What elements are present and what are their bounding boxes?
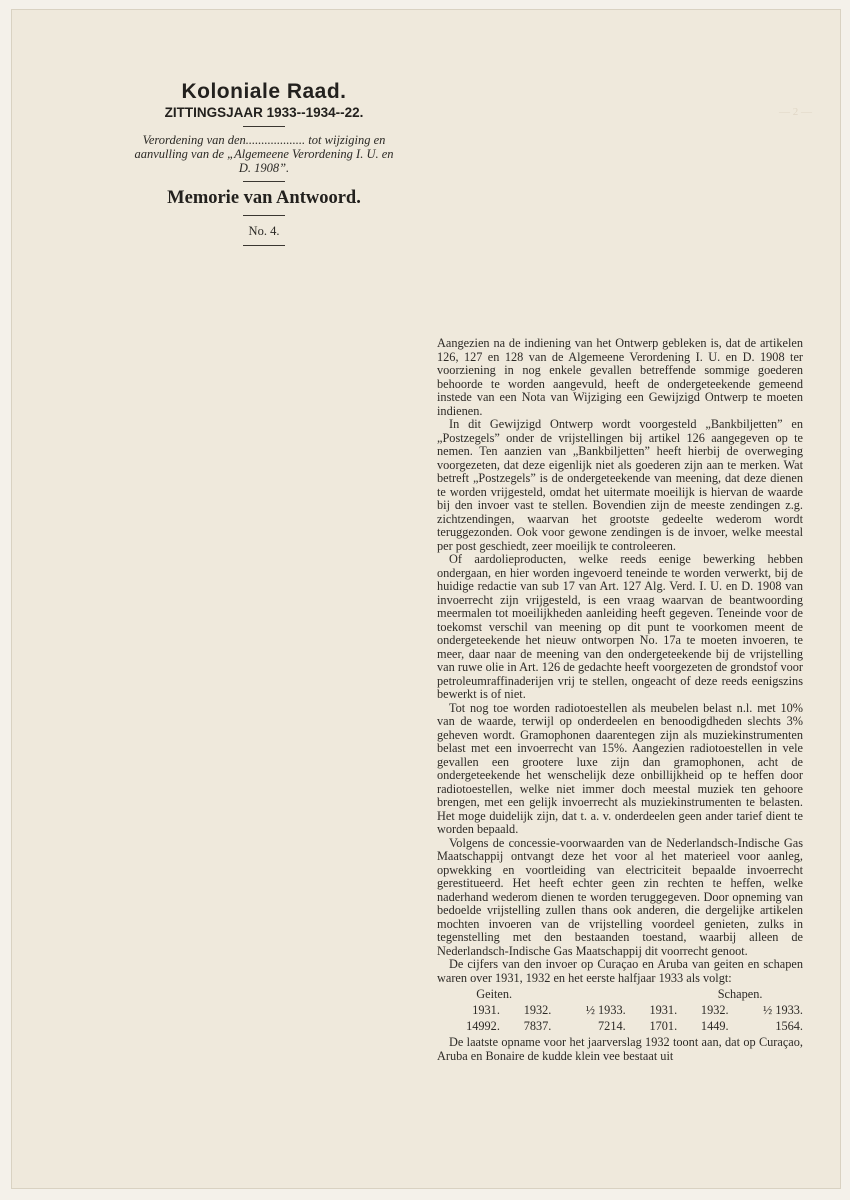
document-number: No. 4. [248,224,280,238]
year-cell: 1931. [472,1003,500,1017]
value-cell: 7837. [523,1019,552,1033]
year-cell: ½ 1933. [585,1003,626,1017]
header-divider [243,126,285,127]
header-divider [243,215,285,216]
body-text [437,337,803,1063]
document-type: Memorie van Antwoord. [167,188,361,208]
table-row [437,1002,803,1018]
session-year: ZITTINGSJAAR 1933--1934--22. [164,105,364,120]
livestock-import-table [437,986,803,1034]
paragraph: Aangezien na de indiening van het Ontwerp gebleken is, dat de artikelen 126, 127 en 128 van de Algemeene Verordening I. U. en D. 1908 ter voorziening in nog enkele gevallen betreffende sommige goederen behoorde te worden aangevuld, heeft de ondergeteekende gemeend instede van een Nota van Wijziging een Gewijzigd Ontwerp te moeten indienen. [437,336,803,418]
ghost-page-number: — 2 — [779,106,812,118]
paragraph: Tot nog toe worden radiotoestellen als meubelen belast n.l. met 10% van de waarde, terwijl op onderdeelen en benoodigdheden slechts 3% geheven wordt. Gramophonen daarentegen zijn als muziekinstrumenten belast met een invoerrecht van 15%. Aangezien radiotoestellen in vele gevallen een grootere luxe zijn dan gramophonen, acht de ondergeteekende het wenschelijk deze onbillijkheid op te heffen door radiotoestellen, welke niet immer doch meestal muziek ten gehoore brengen, met een gelijk invoerrecht als muziekinstrumenten te belasten. Het moge duidelijk zijn, dat t. a. v. onderdeelen geen ander tarief dient te worden bepaald. [437,700,803,836]
paragraph: De laatste opname voor het jaarverslag 1932 toont aan, dat op Curaçao, Aruba en Bonaire de kudde klein vee bestaat uit [437,1035,803,1063]
paragraph: In dit Gewijzigd Ontwerp wordt voorgesteld „Bankbiljetten” en „Postzegels” onder de vrijstellingen bij artikel 126 aangegeven op te nemen. Ten aanzien van „Bankbiljetten” heeft hierbij de overweging voorgezeten, dat deze eigenlijk niet als goederen zijn aan te merken. Wat betreft „Postzegels” is de ondergeteekende van meening, dat deze dienen te worden vrijgesteld, omdat het uitermate moeilijk is hiervan de waarde bij den invoer vast te stellen. Bovendien zijn de meeste zendingen z.g. zichtzendingen, waarvan het grootste gedeelte wederom wordt teruggezonden. Ook voor gewone zendingen is de invoer, welke meestal per post geschiedt, zeer moeilijk te controleeren. [437,417,803,553]
year-cell: 1932. [700,1003,729,1017]
year-cell: 1932. [523,1003,552,1017]
paragraph: De cijfers van den invoer op Curaçao en Aruba van geiten en schapen waren over 1931, 1932 en het eerste halfjaar 1933 als volgt: [437,957,803,985]
header-divider [243,245,285,246]
bleed-through-text [572,105,812,120]
ordinance-title: Verordening van den................... tot wijziging en aanvulling van de „Algemeene Verordening I. U. en D. 1908”. [134,133,394,175]
value-cell: 7214. [598,1019,626,1033]
group-label-schapen: Schapen. [717,987,763,1001]
header-divider [243,181,285,182]
value-cell: 1564. [775,1019,803,1033]
paragraph: Of aardolieproducten, welke reeds eenige bewerking hebben ondergaan, en hier worden ingevoerd teneinde te worden verwerkt, bij de huidige redactie van sub 17 van Art. 127 Alg. Verd. I. U. en D. 1908 van invoerrecht zijn vrijgesteld, is een vraag waarvan de beantwoording meermalen tot moeilijkheden aanleiding heeft gegeven. Teneinde voor de toekomst verschil van meening op dit punt te voorkomen meent de ondergeteekende het nieuw ontworpen No. 17a te moeten invoeren, te meer, daar naar de meening van den ondergeteekende bij de vrijstelling van ruwe olie in Art. 126 de gedachte heeft voorgezeten de grondstof voor petroleumraffinaderijen vrij te stellen, ongeacht of deze reeds eenigszins bewerkt is of niet. [437,552,803,701]
value-cell: 1449. [700,1019,729,1033]
paragraph: Volgens de concessie-voorwaarden van de Nederlandsch-Indische Gas Maatschappij ontvangt deze het voor al het materieel voor aanleg, opwekking en voortleiding van electriciteit bepaalde invoerrecht gerestitueerd. Het heeft echter geen zin rechten te heffen, welke naderhand wederom dienen te worden teruggegeven. Door opneming van bedoelde vrijstelling zullen thans ook anderen, die dergelijke artikelen mochten invoeren van de vrijstelling voordeel genieten, zulks in tegenstelling met den bestaanden toestand, waarbij alleen de Nederlandsch-Indische Gas Maatschappij dit voorrecht genoot. [437,835,803,958]
value-cell: 1701. [649,1019,678,1033]
document-page [12,10,840,1188]
value-cell: 14992. [466,1019,500,1033]
group-label-geiten: Geiten. [476,987,513,1001]
document-header [124,80,404,252]
table-group-header [437,986,803,1002]
table-row [437,1018,803,1034]
year-cell: 1931. [649,1003,678,1017]
year-cell: ½ 1933. [763,1003,803,1017]
council-title: Koloniale Raad. [181,80,347,103]
